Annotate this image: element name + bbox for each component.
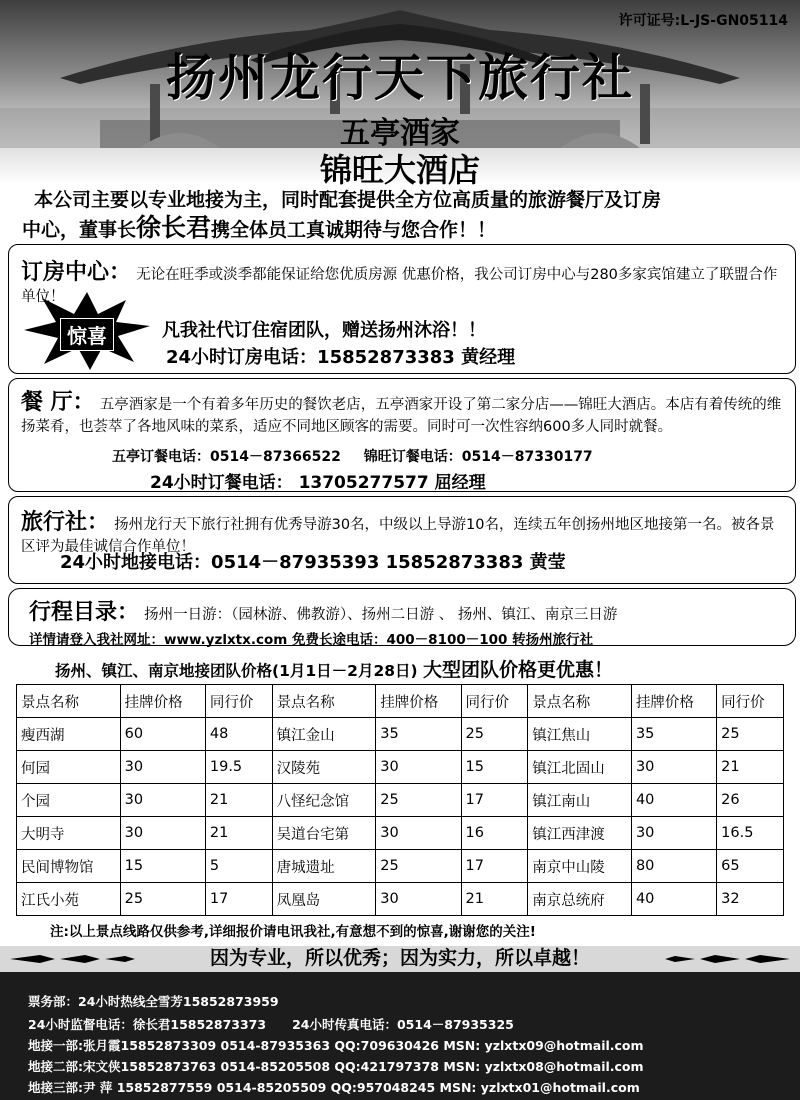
column-header: 挂牌价格 — [376, 685, 461, 718]
table-cell: 15 — [461, 751, 528, 784]
restaurant-heading: 餐 厅： — [21, 390, 95, 415]
table-cell: 25 — [376, 784, 461, 817]
table-cell: 30 — [120, 751, 205, 784]
column-header: 挂牌价格 — [120, 685, 205, 718]
table-cell: 19.5 — [205, 751, 272, 784]
table-cell: 40 — [631, 784, 716, 817]
table-cell: 21 — [717, 751, 784, 784]
table-cell: 唐城遗址 — [272, 850, 376, 883]
ground-dept-1: 地接一部:张月霞15852873309 0514-87935363 QQ:709630426 MSN: yzlxtx09@hotmail.com — [28, 1038, 644, 1053]
intro-line-2 — [22, 214, 782, 244]
table-cell: 17 — [461, 784, 528, 817]
column-header: 同行价 — [717, 685, 784, 718]
table-cell: 16.5 — [717, 817, 784, 850]
table-row — [17, 883, 784, 916]
booking-description: 无论在旺季或淡季都能保证给您优质房源 优惠价格，我公司订房中心与280多家宾馆建立了联盟合作单位！ — [21, 267, 778, 305]
table-cell: 镇江北固山 — [528, 751, 632, 784]
table-cell: 35 — [631, 718, 716, 751]
table-row — [17, 817, 784, 850]
table-cell: 30 — [120, 817, 205, 850]
travel-24h-phone: 24小时地接电话：0514－87935393 15852873383 黄莹 — [60, 552, 566, 573]
table-cell: 16 — [461, 817, 528, 850]
table-cell: 镇江南山 — [528, 784, 632, 817]
price-table-body — [17, 718, 784, 916]
column-header: 同行价 — [461, 685, 528, 718]
table-cell: 30 — [631, 751, 716, 784]
table-cell: 民间博物馆 — [17, 850, 121, 883]
table-cell: 15 — [120, 850, 205, 883]
table-cell: 26 — [717, 784, 784, 817]
intro-line-2b: 携全体员工真诚期待与您合作！！ — [211, 219, 497, 241]
intro-line-2a: 中心，董事长 — [22, 219, 137, 241]
table-cell: 60 — [120, 718, 205, 751]
wuting-phone: 五亭订餐电话：0514－87366522 — [112, 449, 341, 465]
column-header: 景点名称 — [272, 685, 376, 718]
table-cell: 南京总统府 — [528, 883, 632, 916]
intro-paragraph — [22, 186, 782, 244]
table-cell: 凤凰岛 — [272, 883, 376, 916]
table-cell: 30 — [631, 817, 716, 850]
column-header: 景点名称 — [17, 685, 121, 718]
price-title-highlight: 大型团队价格更优惠！ — [423, 659, 614, 681]
itinerary-section — [8, 588, 796, 646]
surprise-badge: 惊喜 — [60, 318, 114, 351]
table-cell: 大明寺 — [17, 817, 121, 850]
ground-dept-3: 地接三部:尹 萍 15852877559 0514-85205509 QQ:957048245 MSN: yzlxtx01@hotmail.com — [28, 1080, 640, 1095]
travel-description: 扬州龙行天下旅行社拥有优秀导游30名，中级以上导游10名，连续五年创扬州地区地接第一名。被各景区评为最佳诚信合作单位！ — [21, 517, 775, 555]
table-cell: 何园 — [17, 751, 121, 784]
restaurant-24h-phone: 24小时订餐电话： 13705277577 屈经理 — [150, 473, 486, 493]
chairman-name: 徐长君 — [136, 213, 212, 242]
contact-footer — [0, 972, 800, 1100]
table-cell: 25 — [461, 718, 528, 751]
table-cell: 40 — [631, 883, 716, 916]
column-header: 挂牌价格 — [631, 685, 716, 718]
license-number: 许可证号:L-JS-GN05114 — [618, 13, 788, 29]
restaurant-name-2: 锦旺大酒店 — [319, 151, 480, 185]
price-table-title — [55, 655, 613, 682]
itinerary-text-block — [29, 595, 789, 648]
itinerary-heading: 行程目录： — [29, 600, 140, 625]
surprise-offer: 凡我社代订住宿团队，赠送扬州沐浴！！ — [162, 320, 486, 341]
table-cell: 17 — [461, 850, 528, 883]
table-cell: 镇江西津渡 — [528, 817, 632, 850]
price-note: 注:以上景点线路仅供参考,详细报价请电讯我社,有意想不到的惊喜,谢谢您的关注! — [50, 924, 536, 940]
table-cell: 65 — [717, 850, 784, 883]
price-title-text: 扬州、镇江、南京地接团队价格(1月1日－2月28日) — [55, 662, 418, 680]
jinwang-phone: 锦旺订餐电话：0514－87330177 — [363, 449, 593, 465]
table-cell: 25 — [717, 718, 784, 751]
table-row — [17, 718, 784, 751]
table-cell: 35 — [376, 718, 461, 751]
table-cell: 5 — [205, 850, 272, 883]
table-cell: 21 — [205, 784, 272, 817]
table-cell: 汉陵苑 — [272, 751, 376, 784]
restaurant-name-1: 五亭酒家 — [340, 116, 460, 151]
column-header: 景点名称 — [528, 685, 632, 718]
table-cell: 80 — [631, 850, 716, 883]
table-cell: 30 — [376, 883, 461, 916]
table-cell: 八怪纪念馆 — [272, 784, 376, 817]
table-cell: 南京中山陵 — [528, 850, 632, 883]
table-header-row — [17, 685, 784, 718]
table-cell: 30 — [120, 784, 205, 817]
travel-heading: 旅行社： — [21, 510, 110, 535]
restaurant-text-block — [21, 385, 786, 437]
header-banner — [0, 0, 800, 185]
table-cell: 21 — [205, 817, 272, 850]
table-cell: 48 — [205, 718, 272, 751]
ticket-dept: 票务部：24小时热线全雪芳15852873959 — [28, 994, 279, 1009]
agency-title: 扬州龙行天下旅行社 — [166, 49, 634, 107]
table-cell: 30 — [376, 817, 461, 850]
intro-line-1: 本公司主要以专业地接为主，同时配套提供全方位高质量的旅游餐厅及订房 — [34, 189, 662, 211]
table-cell: 个园 — [17, 784, 121, 817]
supervise-phone: 24小时监督电话：徐长君15852873373 — [28, 1017, 267, 1032]
table-row — [17, 751, 784, 784]
booking-heading: 订房中心： — [21, 260, 132, 285]
table-cell: 镇江焦山 — [528, 718, 632, 751]
table-row — [17, 784, 784, 817]
fax-phone: 24小时传真电话：0514－87935325 — [292, 1017, 514, 1032]
itinerary-list: 扬州一日游：（园林游、佛教游）、扬州二日游 、 扬州、镇江、南京三日游 — [144, 607, 618, 623]
supervise-fax-row — [28, 1015, 514, 1033]
table-cell: 吴道台宅第 — [272, 817, 376, 850]
table-cell: 32 — [717, 883, 784, 916]
table-cell: 江氏小苑 — [17, 883, 121, 916]
booking-phone: 24小时订房电话：15852873383 黄经理 — [166, 347, 516, 368]
restaurant-description: 五亭酒家是一个有着多年历史的餐饮老店，五亭酒家开设了第二家分店——锦旺大酒店。本店有着传统的维扬菜肴，也荟萃了各地风味的菜系，适应不同地区顾客的需要。同时可一次性容纳600多人同时就餐。 — [21, 397, 782, 435]
price-table — [16, 684, 784, 916]
table-cell: 25 — [120, 883, 205, 916]
table-cell: 25 — [376, 850, 461, 883]
table-cell: 瘦西湖 — [17, 718, 121, 751]
table-cell: 21 — [461, 883, 528, 916]
website-and-hotline: 详情请登入我社网址：www.yzlxtx.com 免费长途电话：400－8100－100 转扬州旅行社 — [29, 632, 594, 648]
restaurant-phones — [112, 446, 611, 466]
table-cell: 17 — [205, 883, 272, 916]
table-cell: 30 — [376, 751, 461, 784]
company-motto: 因为专业，所以优秀；因为实力，所以卓越！ — [209, 947, 590, 969]
table-row — [17, 850, 784, 883]
table-cell: 镇江金山 — [272, 718, 376, 751]
ground-dept-2: 地接二部:宋文侠15852873763 0514-85205508 QQ:421797378 MSN: yzlxtx08@hotmail.com — [28, 1059, 644, 1074]
column-header: 同行价 — [205, 685, 272, 718]
